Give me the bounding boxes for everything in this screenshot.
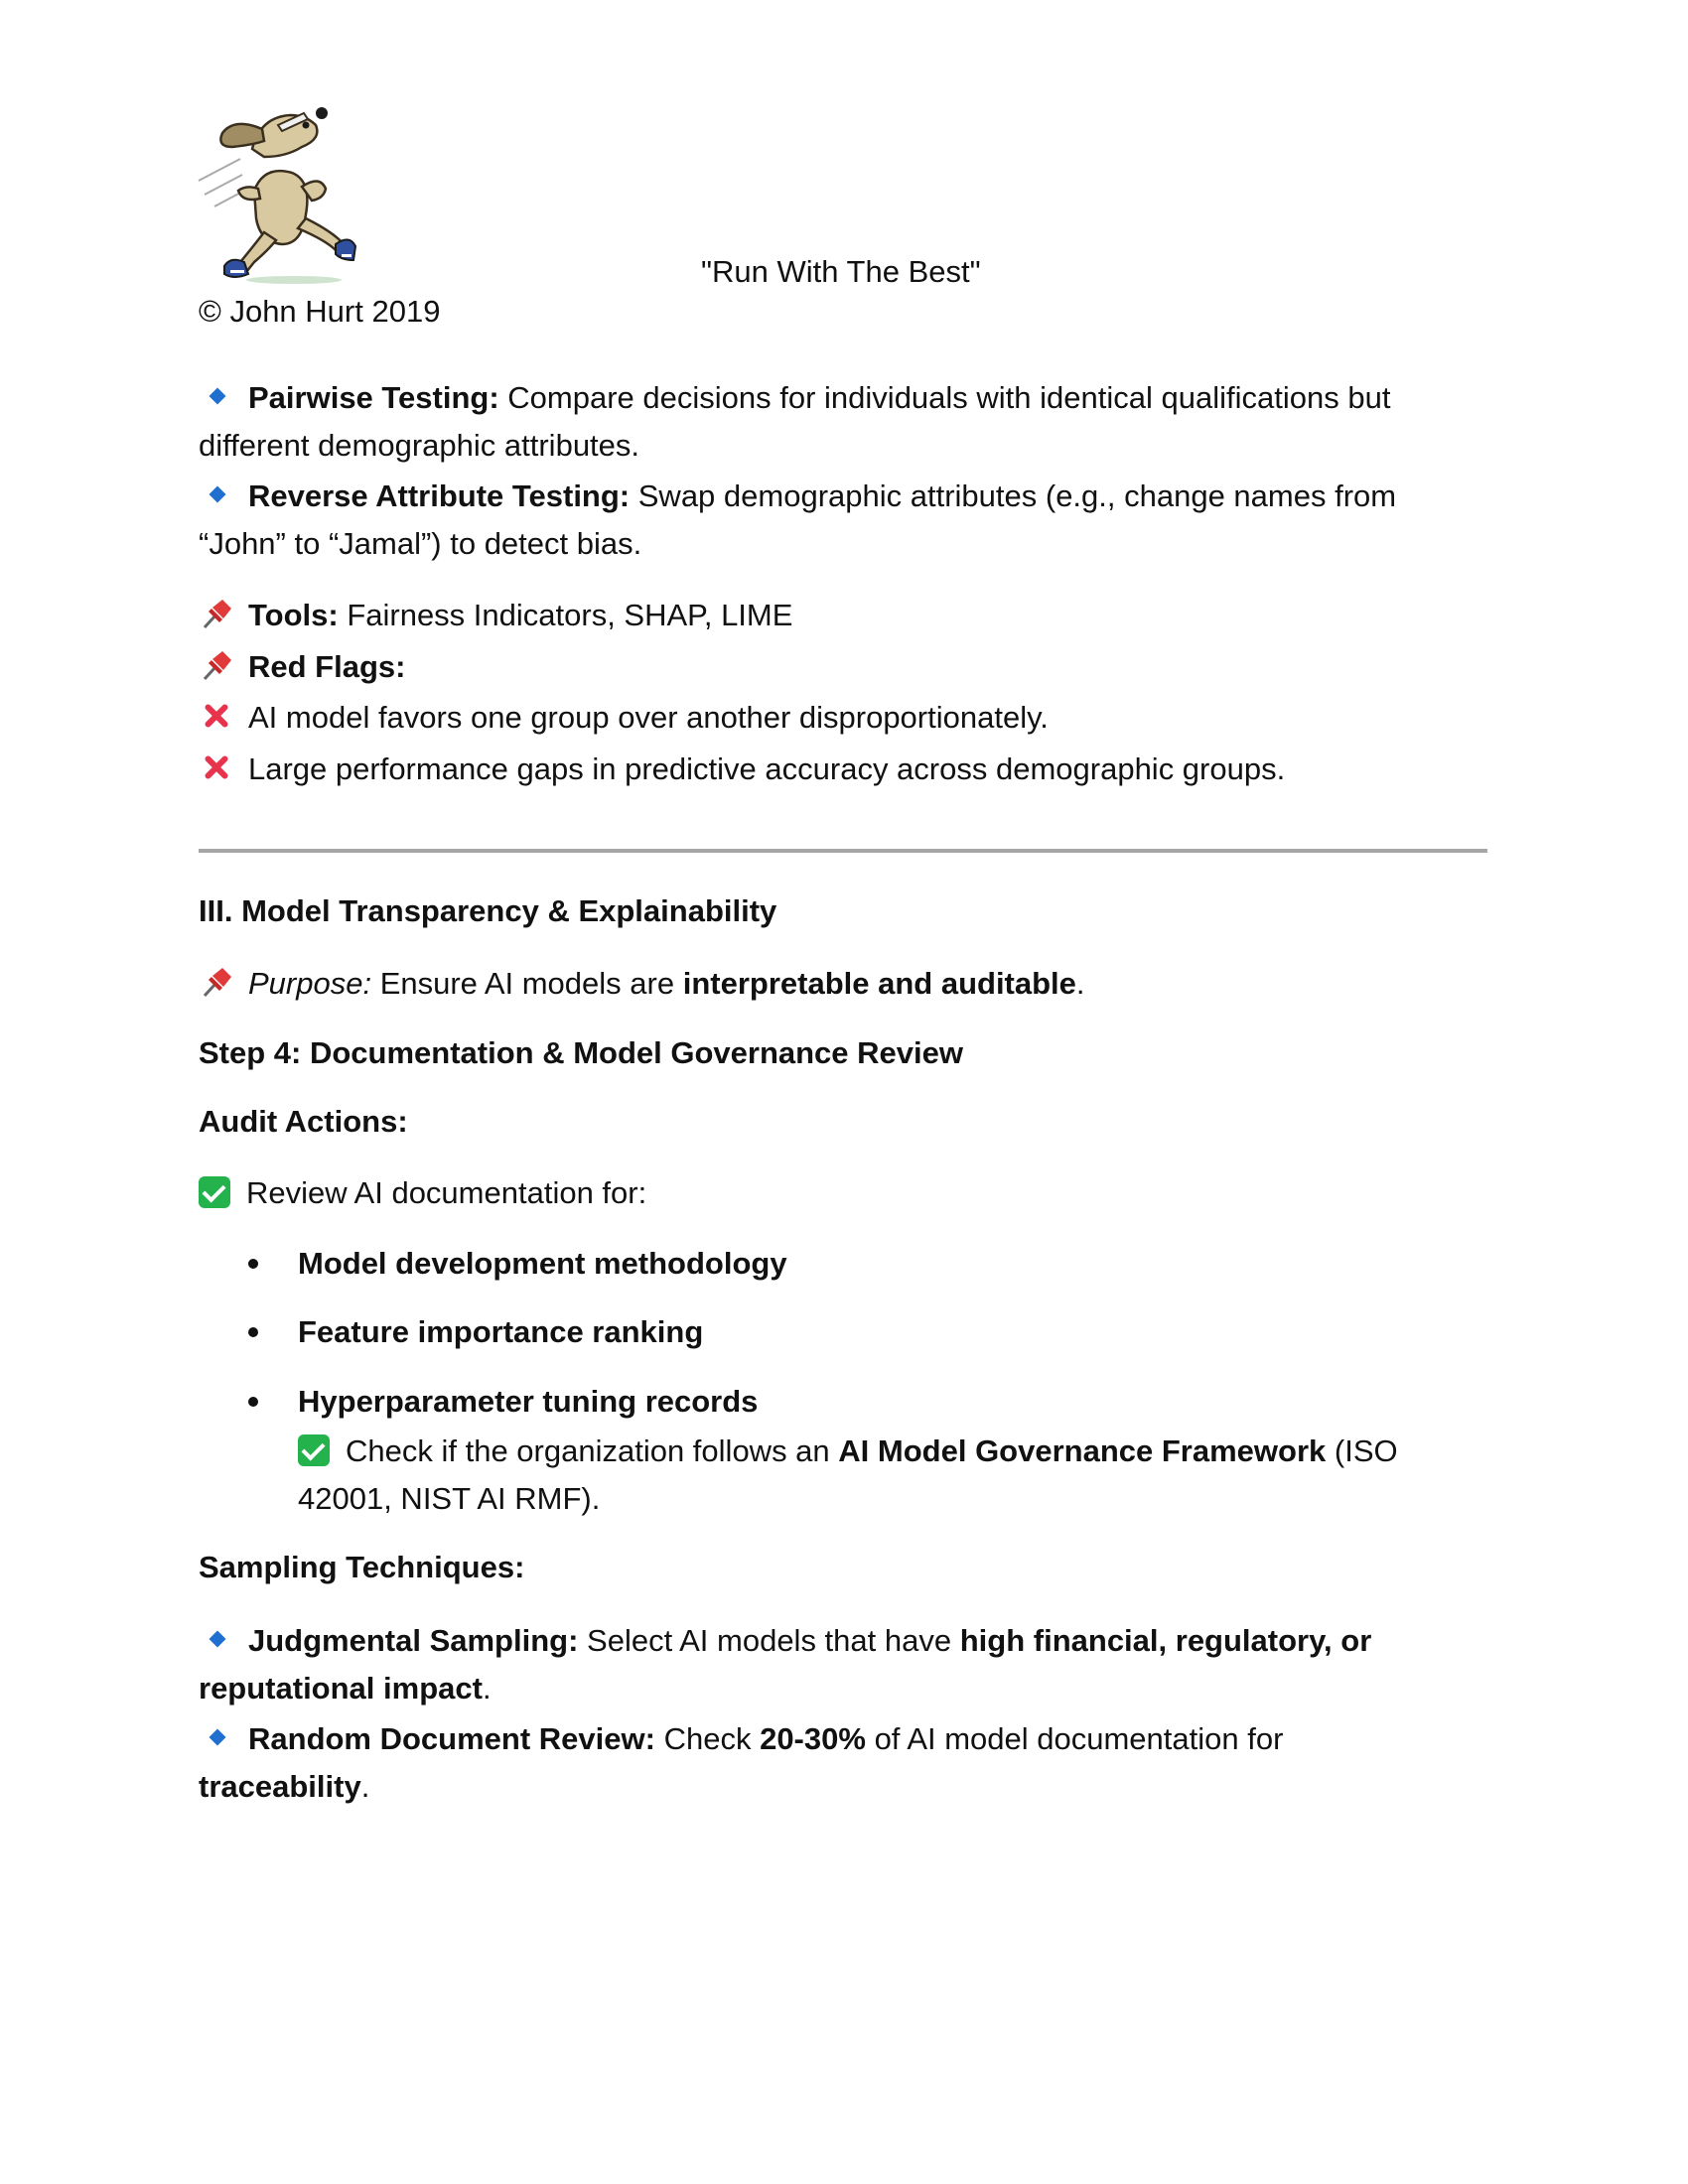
blue-diamond-icon — [199, 1621, 234, 1657]
red-flag-item: Large performance gaps in predictive accuracy across demographic groups. — [199, 746, 1285, 793]
pushpin-icon — [199, 596, 234, 631]
blue-diamond-icon — [199, 477, 234, 512]
horizontal-divider — [199, 849, 1487, 853]
list-item: Feature importance ranking — [298, 1314, 704, 1349]
list-item: Hyperparameter tuning records — [298, 1384, 759, 1419]
pushpin-icon — [199, 647, 234, 683]
red-x-icon — [199, 698, 234, 734]
check-mark-icon — [199, 1176, 230, 1208]
section-heading: III. Model Transparency & Explainability — [199, 893, 777, 928]
bullet-dot — [248, 1327, 258, 1337]
running-dog-logo — [195, 95, 379, 284]
review-line: Review AI documentation for: — [199, 1169, 646, 1217]
pairwise-testing-paragraph: Pairwise Testing: Compare decisions for individuals with identical qualifications but different demographic attributes. — [199, 380, 1391, 463]
random-review-paragraph: Random Document Review: Check 20-30% of AI model documentation for traceability. — [199, 1721, 1284, 1804]
governance-check-line: Check if the organization follows an AI Model Governance Framework (ISO — [298, 1428, 1398, 1475]
check-mark-icon — [298, 1434, 330, 1466]
sampling-heading: Sampling Techniques: — [199, 1550, 525, 1584]
bullet-dot — [248, 1259, 258, 1269]
copyright: © John Hurt 2019 — [199, 294, 441, 329]
list-item: Model development methodology — [298, 1246, 787, 1281]
red-flags-heading: Red Flags: — [199, 643, 405, 691]
step-heading: Step 4: Documentation & Model Governance Review — [199, 1035, 963, 1070]
judgmental-sampling-paragraph: Judgmental Sampling: Select AI models that have high financial, regulatory, or reputational impact. — [199, 1623, 1372, 1706]
motto: "Run With The Best" — [701, 254, 981, 289]
blue-diamond-icon — [199, 1719, 234, 1755]
blue-diamond-icon — [199, 378, 234, 414]
governance-check-line-2: 42001, NIST AI RMF). — [298, 1481, 601, 1516]
bullet-dot — [248, 1397, 258, 1407]
audit-actions-heading: Audit Actions: — [199, 1104, 408, 1139]
purpose-line: Purpose: Ensure AI models are interpretable and auditable. — [199, 960, 1085, 1008]
red-flag-item: AI model favors one group over another disproportionately. — [199, 694, 1049, 742]
tools-line: Tools: Fairness Indicators, SHAP, LIME — [199, 592, 792, 639]
reverse-attribute-paragraph: Reverse Attribute Testing: Swap demographic attributes (e.g., change names from “John” to “Jamal”) to detect bias. — [199, 478, 1397, 561]
red-x-icon — [199, 750, 234, 785]
pushpin-icon — [199, 964, 234, 1000]
